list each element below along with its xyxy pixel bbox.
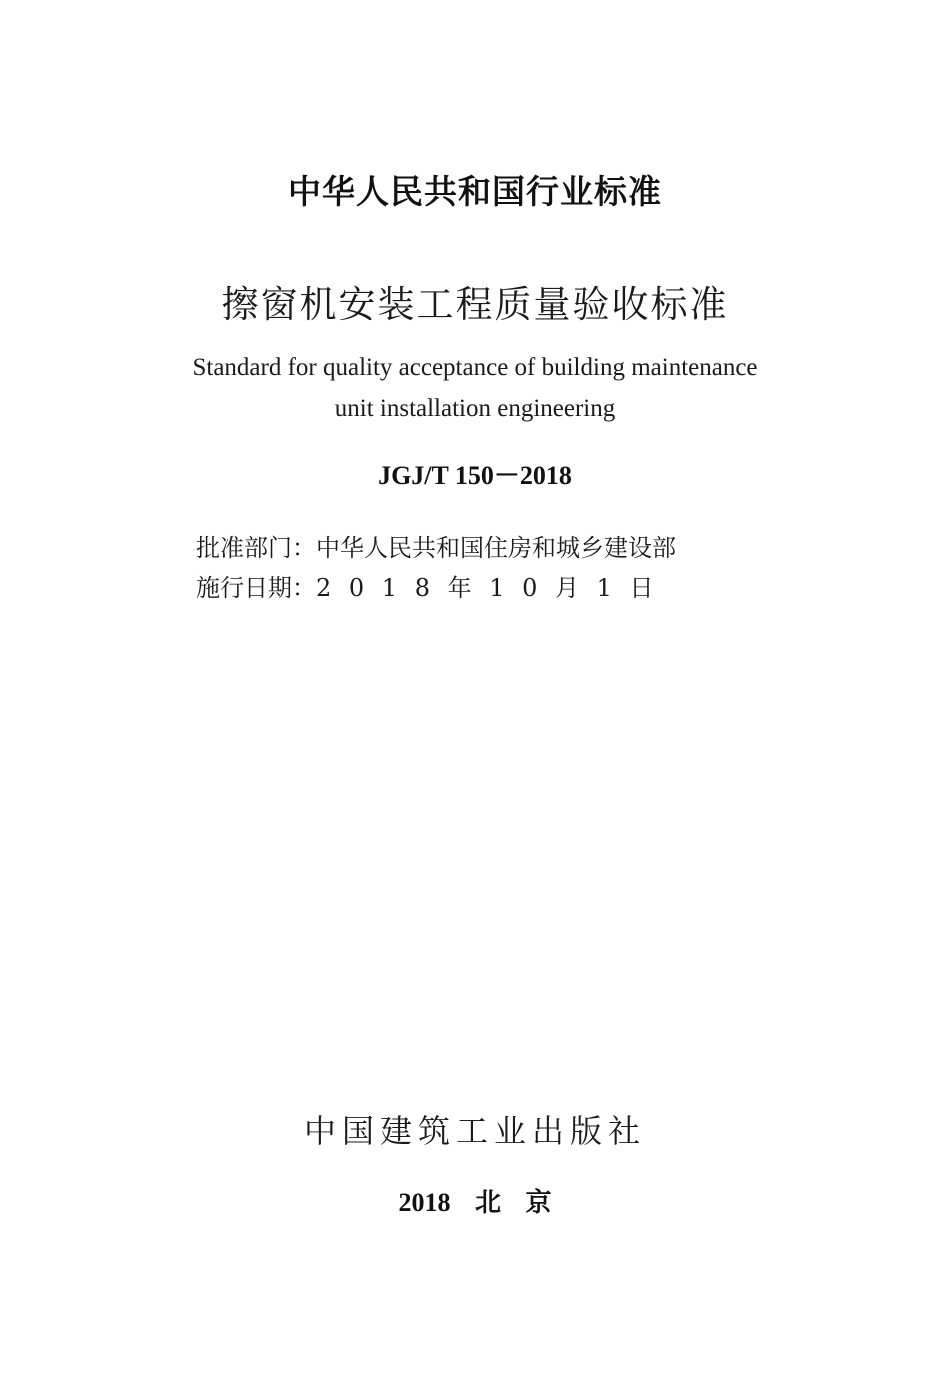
title-chinese: 擦窗机安装工程质量验收标准 bbox=[221, 283, 729, 326]
effective-date-label: 施行日期： bbox=[196, 574, 316, 602]
effective-date-row bbox=[196, 568, 676, 608]
standard-code: JGJ/T 150－2018 bbox=[378, 461, 572, 490]
title-english-line-1: Standard for quality acceptance of building maintenance bbox=[192, 354, 758, 381]
effective-date: 2 0 1 8 年 1 0 月 1 日 bbox=[316, 574, 654, 602]
publication-year-place: 2018 北 京 bbox=[398, 1188, 552, 1217]
standard-category: 中华人民共和国行业标准 bbox=[288, 172, 662, 211]
publisher-name: 中国建筑工业出版社 bbox=[303, 1112, 646, 1150]
approval-info bbox=[196, 528, 676, 608]
approval-row bbox=[196, 528, 676, 568]
title-english-line-2: unit installation engineering bbox=[334, 395, 616, 422]
approval-department: 中华人民共和国住房和城乡建设部 bbox=[316, 534, 676, 562]
approval-label: 批准部门： bbox=[196, 534, 316, 562]
